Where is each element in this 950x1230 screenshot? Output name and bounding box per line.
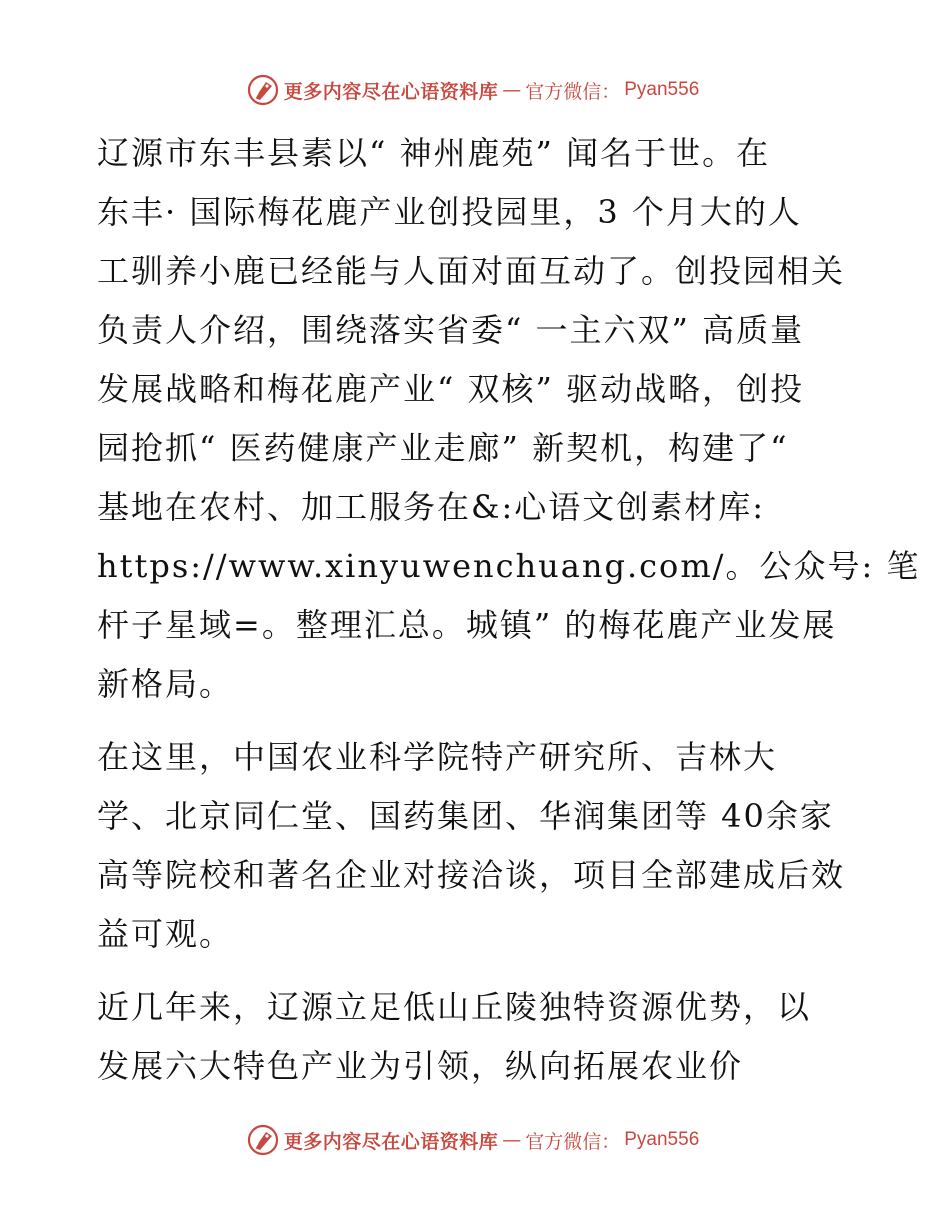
text-line: 近几年来，辽源立足低山丘陵独特资源优势，以 [97,988,812,1026]
text-line: 辽源市东丰县素以“ 神州鹿苑” 闻名于世。在 [97,134,771,172]
pen-nib-logo-icon [246,1123,280,1157]
text-line: 工驯养小鹿已经能与人面对面互动了。创投园相关 [97,252,846,290]
text-line: 学、北京同仁堂、国药集团、华润集团等 40余家 [97,797,834,835]
paragraph-3 [97,978,857,1096]
pen-nib-logo-icon [246,73,280,107]
banner-dash: — [502,1129,522,1151]
banner-wechat-id: Pyan556 [624,1129,700,1150]
text-line: 益可观。 [97,915,234,953]
footer-banner [0,1120,950,1160]
text-line: 基地在农村、加工服务在&:心语文创素材库: [97,488,766,526]
text-line: 杆子星域=。整理汇总。城镇” 的梅花鹿产业发展 [97,606,837,644]
banner-title: 更多内容尽在心语资料库 [283,80,499,103]
text-line: 园抢抓“ 医药健康产业走廊” 新契机，构建了“ [97,429,789,467]
text-line: 发展六大特色产业为引领，纵向拓展农业价 [97,1047,744,1085]
text-line: 负责人介绍，围绕落实省委“ 一主六双” 高质量 [97,311,805,349]
header-banner [0,70,950,110]
paragraph-1 [97,124,921,714]
banner-wechat-label: 官方微信： [525,1130,621,1153]
document-body [97,124,921,1110]
text-line: https://www.xinyuwenchuang.com/。公众号: 笔 [97,547,921,585]
banner-dash: — [502,79,522,101]
banner-wechat-label: 官方微信： [525,80,621,103]
banner-content [246,73,700,107]
text-line: 发展战略和梅花鹿产业“ 双核” 驱动战略，创投 [97,370,805,408]
banner-title: 更多内容尽在心语资料库 [283,1130,499,1153]
text-line: 在这里，中国农业科学院特产研究所、吉林大 [97,738,778,776]
banner-wechat-id: Pyan556 [624,79,700,100]
text-line: 高等院校和著名企业对接洽谈，项目全部建成后效 [97,856,846,894]
text-line: 新格局。 [97,665,234,703]
banner-content [246,1123,700,1157]
paragraph-2 [97,728,857,964]
text-line: 东丰· 国际梅花鹿产业创投园里，3 个月大的人 [97,193,802,231]
